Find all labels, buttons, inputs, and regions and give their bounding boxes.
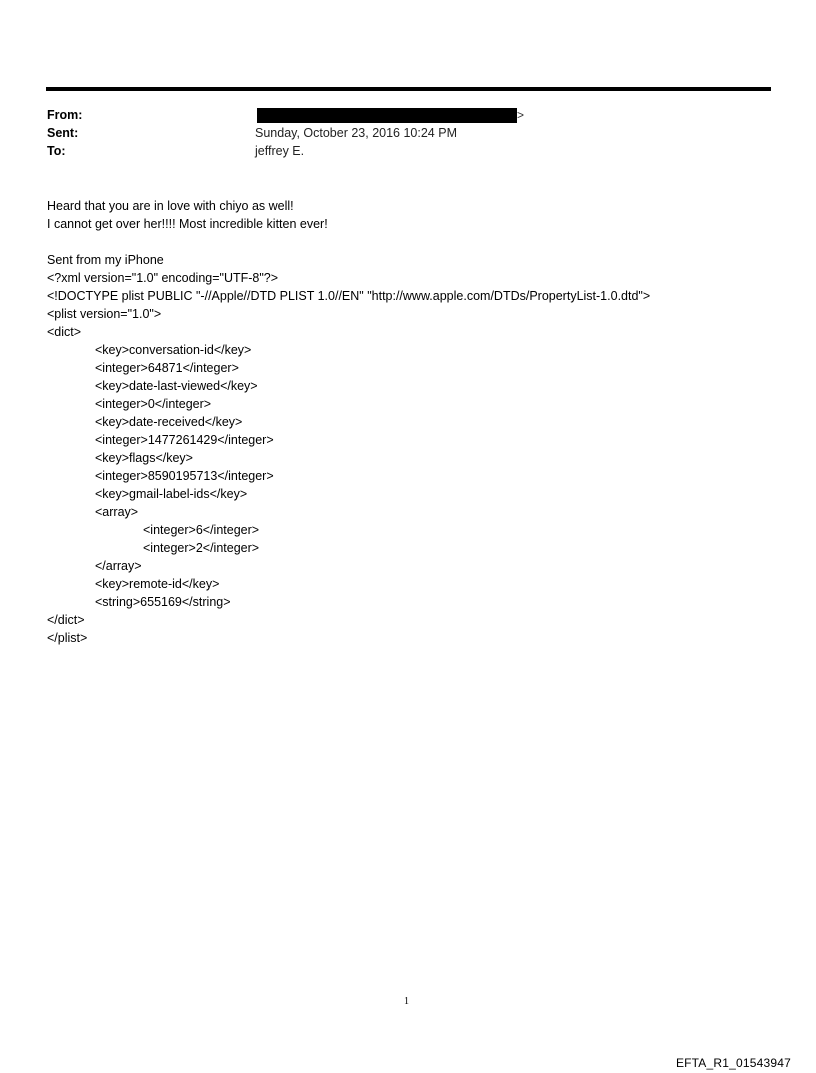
plist-line: <integer>1477261429</integer>: [95, 433, 274, 447]
plist-line: </array>: [95, 559, 142, 573]
plist-line: <dict>: [47, 325, 82, 339]
to-label: To:: [47, 144, 66, 158]
plist-line: <integer>64871</integer>: [95, 361, 239, 375]
plist-line: <key>date-last-viewed</key>: [95, 379, 258, 393]
document-id: EFTA_R1_01543947: [675, 1056, 791, 1070]
from-label: From:: [47, 108, 83, 122]
plist-line: <key>gmail-label-ids</key>: [95, 487, 248, 501]
plist-line: </dict>: [47, 613, 85, 627]
plist-line: <string>655169</string>: [95, 595, 231, 609]
sent-value: Sunday, October 23, 2016 10:24 PM: [255, 126, 457, 140]
page-number: 1: [404, 996, 409, 1007]
signature: Sent from my iPhone: [47, 253, 164, 267]
plist-line: <!DOCTYPE plist PUBLIC "-//Apple//DTD PLIST 1.0//EN" "http://www.apple.com/DTDs/PropertyList-1.0.dtd">: [47, 289, 651, 303]
redaction-box: [257, 108, 517, 123]
plist-line: <key>remote-id</key>: [95, 577, 220, 591]
plist-line: <integer>0</integer>: [95, 397, 212, 411]
plist-line: <key>date-received</key>: [95, 415, 243, 429]
plist-line: <key>conversation-id</key>: [95, 343, 252, 357]
plist-line: <plist version="1.0">: [47, 307, 162, 321]
sent-label: Sent:: [47, 126, 79, 140]
plist-line: </plist>: [47, 631, 88, 645]
plist-line: <integer>8590195713</integer>: [95, 469, 274, 483]
plist-line: <key>flags</key>: [95, 451, 193, 465]
from-value-suffix: >: [517, 108, 525, 122]
message-line-1: Heard that you are in love with chiyo as well!: [47, 199, 294, 213]
message-line-2: I cannot get over her!!!! Most incredible kitten ever!: [47, 217, 328, 231]
to-value: jeffrey E.: [255, 144, 305, 158]
plist-line: <integer>6</integer>: [143, 523, 260, 537]
plist-line: <array>: [95, 505, 139, 519]
header-rule: [46, 87, 771, 91]
plist-line: <?xml version="1.0" encoding="UTF-8"?>: [47, 271, 279, 285]
plist-line: <integer>2</integer>: [143, 541, 260, 555]
